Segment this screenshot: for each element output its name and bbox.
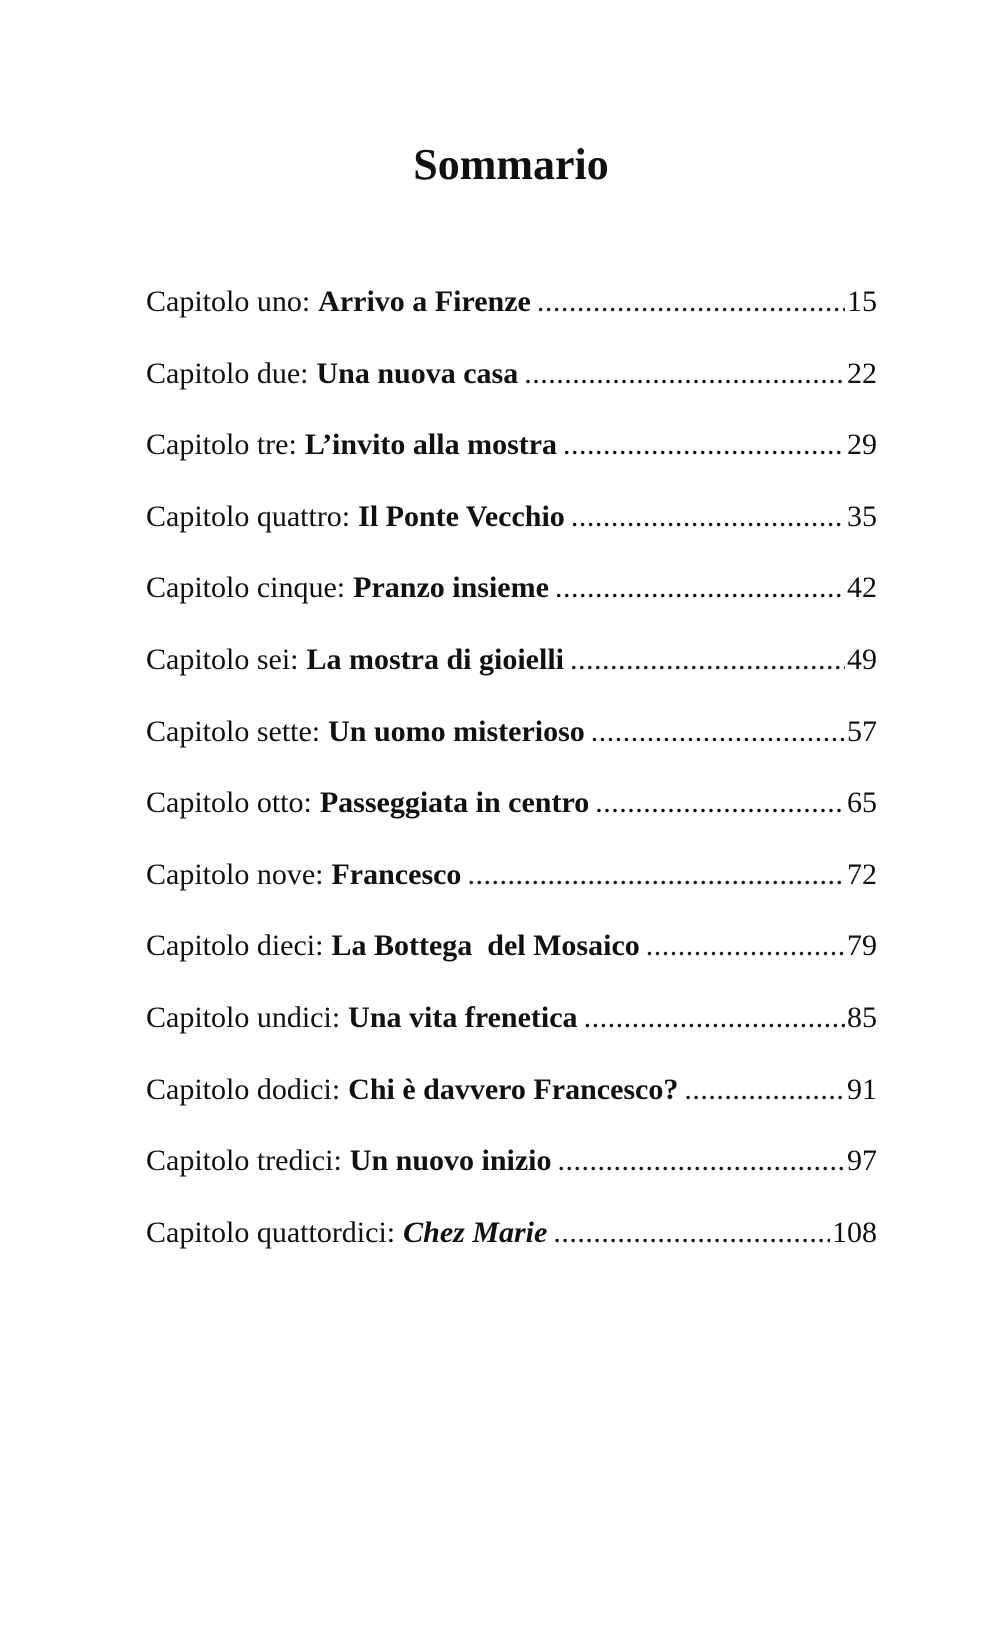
chapter-title: Chez Marie xyxy=(403,1215,548,1249)
chapter-title: Chi è davvero Francesco? xyxy=(348,1072,679,1106)
chapter-prefix: Capitolo cinque: xyxy=(146,571,346,605)
page-number: 85 xyxy=(847,1000,877,1034)
dot-leader xyxy=(537,278,845,326)
page-number: 65 xyxy=(847,786,877,820)
dot-leader xyxy=(467,851,845,899)
chapter-title: Una vita frenetica xyxy=(348,1000,578,1034)
page-title: Sommario xyxy=(413,140,609,189)
chapter-title: Un nuovo inizio xyxy=(349,1144,552,1178)
page-number: 42 xyxy=(847,571,877,605)
dot-leader xyxy=(524,350,845,398)
dot-leader xyxy=(595,779,845,827)
chapter-prefix: Capitolo dieci: xyxy=(146,929,324,963)
dot-leader xyxy=(591,708,845,756)
chapter-prefix: Capitolo sette: xyxy=(146,714,321,748)
toc-entry xyxy=(146,278,877,350)
chapter-prefix: Capitolo tredici: xyxy=(146,1144,342,1178)
chapter-title: Francesco xyxy=(331,857,462,891)
page-number: 22 xyxy=(847,356,877,390)
page-number: 79 xyxy=(847,929,877,963)
dot-leader xyxy=(684,1066,845,1114)
chapter-prefix: Capitolo quattordici: xyxy=(146,1215,396,1249)
chapter-prefix: Capitolo tre: xyxy=(146,428,297,462)
chapter-prefix: Capitolo otto: xyxy=(146,786,312,820)
toc-entry xyxy=(146,636,877,708)
dot-leader xyxy=(555,564,845,612)
toc-entry xyxy=(146,493,877,565)
toc-entry xyxy=(146,564,877,636)
toc-entry xyxy=(146,708,877,780)
dot-leader xyxy=(558,1137,845,1185)
toc-entry xyxy=(146,350,877,422)
page-number: 35 xyxy=(847,499,877,533)
dot-leader xyxy=(563,421,845,469)
chapter-prefix: Capitolo dodici: xyxy=(146,1072,341,1106)
chapter-title: L’invito alla mostra xyxy=(304,428,558,462)
page-number: 108 xyxy=(832,1215,877,1249)
chapter-title: Pranzo insieme xyxy=(353,571,549,605)
page-number: 49 xyxy=(847,642,877,676)
chapter-title: Passeggiata in centro xyxy=(319,786,590,820)
chapter-title: Un uomo misterioso xyxy=(328,714,585,748)
dot-leader xyxy=(571,493,845,541)
table-of-contents xyxy=(146,278,877,1280)
dot-leader xyxy=(570,636,845,684)
chapter-prefix: Capitolo sei: xyxy=(146,642,299,676)
page-number: 29 xyxy=(847,428,877,462)
toc-entry xyxy=(146,851,877,923)
chapter-prefix: Capitolo uno: xyxy=(146,285,311,318)
toc-entry xyxy=(146,994,877,1066)
toc-entry xyxy=(146,1066,877,1138)
chapter-prefix: Capitolo nove: xyxy=(146,857,324,891)
page-number: 97 xyxy=(847,1144,877,1178)
toc-entry xyxy=(146,421,877,493)
dot-leader xyxy=(584,994,845,1042)
toc-entry xyxy=(146,779,877,851)
page-number: 15 xyxy=(847,285,877,318)
dot-leader xyxy=(646,922,845,970)
chapter-title: La Bottega del Mosaico xyxy=(331,929,640,963)
toc-entry xyxy=(146,922,877,994)
chapter-prefix: Capitolo quattro: xyxy=(146,499,351,533)
toc-entry xyxy=(146,1209,877,1281)
page-number: 72 xyxy=(847,857,877,891)
chapter-title: La mostra di gioielli xyxy=(306,642,564,676)
page-number: 91 xyxy=(847,1072,877,1106)
toc-entry xyxy=(146,1137,877,1209)
chapter-title: Il Ponte Vecchio xyxy=(358,499,565,533)
chapter-title: Una nuova casa xyxy=(316,356,519,390)
chapter-prefix: Capitolo due: xyxy=(146,356,309,390)
chapter-prefix: Capitolo undici: xyxy=(146,1000,341,1034)
page-number: 57 xyxy=(847,714,877,748)
chapter-title: Arrivo a Firenze xyxy=(318,285,531,318)
dot-leader xyxy=(553,1209,830,1257)
